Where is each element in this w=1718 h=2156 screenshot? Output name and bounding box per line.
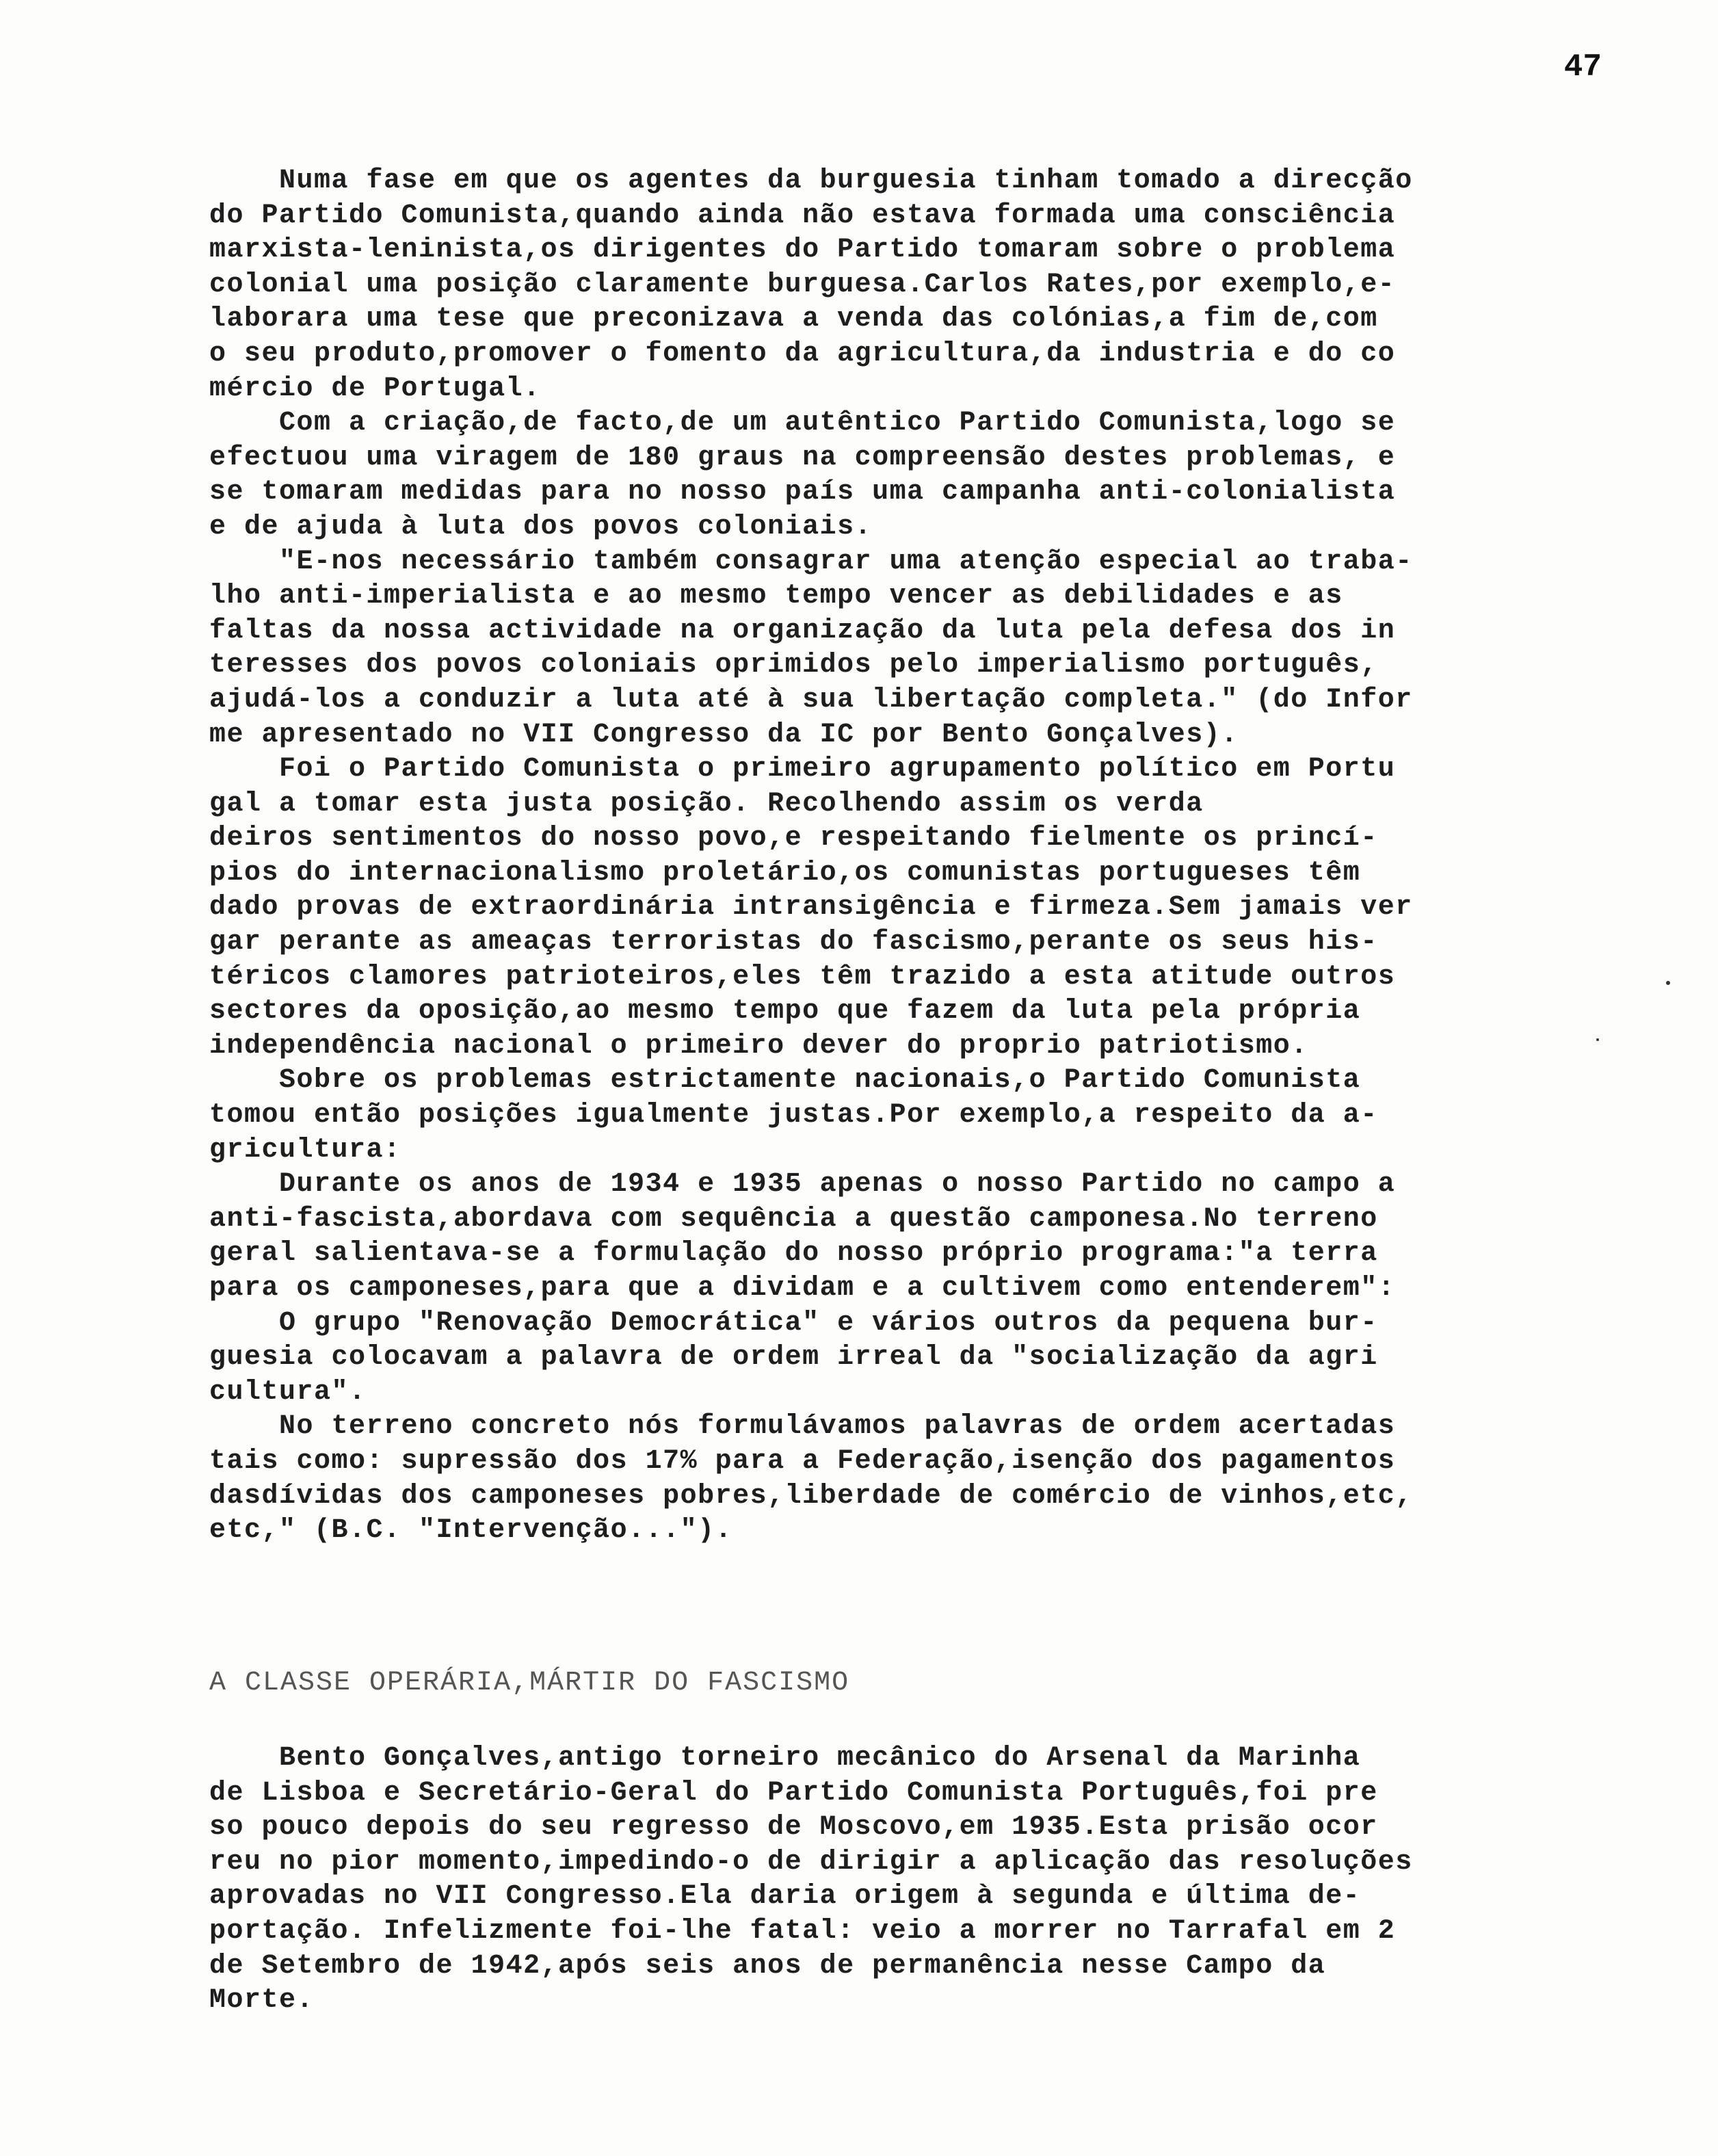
paragraph: Com a criação,de facto,de um autêntico Partido Comunista,logo se efectuou uma viragem de 180 graus na compreensão destes problemas, e se tomaram medidas para no nosso país uma campanha anti-colonialista e de ajuda à luta dos povos coloniais.	[209, 408, 1396, 542]
paragraph: Durante os anos de 1934 e 1935 apenas o nosso Partido no campo a anti-fascista,abordava com sequência a questão camponesa.No terreno geral salientava-se a formulação do nosso próprio programa:"a terra para os camponeses,para que a dividam e a cultivem como entenderem": O grupo "Renovação Democrática" e vários outros da pequena bur- guesia colocavam a palavra de ordem irreal da "socialização da agri cultura".	[209, 1169, 1396, 1408]
paragraph: Bento Gonçalves,antigo torneiro mecânico do Arsenal da Marinha de Lisboa e Secretário-Geral do Partido Comunista Português,foi pre so pouco depois do seu regresso de Moscovo,em 1935.Esta prisão ocor reu no pior momento,impedindo-o de dirigir a aplicação das resoluções aprovadas no VII Congresso.Ela daria origem à segunda e última de- portação. Infelizmente foi-lhe fatal: veio a morrer no Tarrafal em 2 de Setembro de 1942,após seis anos de permanência nesse Campo da Morte.	[209, 1743, 1413, 2016]
paragraph: Sobre os problemas estrictamente nacionais,o Partido Comunista tomou então posições igualmente justas.Por exemplo,a respeito da a- gricultura:	[209, 1065, 1378, 1166]
paragraph: Foi o Partido Comunista o primeiro agrupamento político em Portu gal a tomar esta justa posição. Recolhendo assim os verda deiros sentimentos do nosso povo,e respeitando fielmente os princí- pios do internacionalismo proletário,os comunistas portugueses têm dado provas de extraordinária intransigência e firmeza.Sem jamais ver gar perante as ameaças terroristas do fascismo,perante os seus his- téricos clamores patrioteiros,eles têm trazido a esta atitude outros sectores da oposição,ao mesmo tempo que fazem da luta pela própria independência nacional o primeiro dever do proprio patriotismo.	[209, 754, 1413, 1062]
paragraph: Numa fase em que os agentes da burguesia tinham tomado a direcção do Partido Comunista,quando ainda não estava formada uma consciência marxista-leninista,os dirigentes do Partido tomaram sobre o problema colonial uma posição claramente burguesa.Carlos Rates,por exemplo,e- laborara uma tese que preconizava a venda das colónias,a fim de,com o seu produto,promover o fomento da agricultura,da industria e do co mércio de Portugal.	[209, 166, 1413, 404]
page-number: 47	[1563, 49, 1602, 85]
ink-speck	[1596, 1038, 1599, 1041]
section-heading: A CLASSE OPERÁRIA,MÁRTIR DO FASCISMO	[209, 1668, 850, 1698]
paragraph: "E-nos necessário também consagrar uma atenção especial ao traba- lho anti-imperialista e ao mesmo tempo vencer as debilidades e as faltas da nossa actividade na organização da luta pela defesa dos in teresses dos povos coloniais oprimidos pelo imperialismo português, ajudá-los a conduzir a luta até à sua libertação completa." (do Infor me apresentado no VII Congresso da IC por Bento Gonçalves).	[209, 546, 1413, 750]
paragraph: No terreno concreto nós formulávamos palavras de ordem acertadas tais como: supressão dos 17% para a Federação,isenção dos pagamentos dasdívidas dos camponeses pobres,liberdade de comércio de vinhos,etc, etc," (B.C. "Intervenção...").	[209, 1411, 1413, 1547]
section-text-block	[209, 1741, 1618, 2019]
main-text-block	[209, 164, 1618, 1549]
ink-speck	[1666, 981, 1670, 985]
